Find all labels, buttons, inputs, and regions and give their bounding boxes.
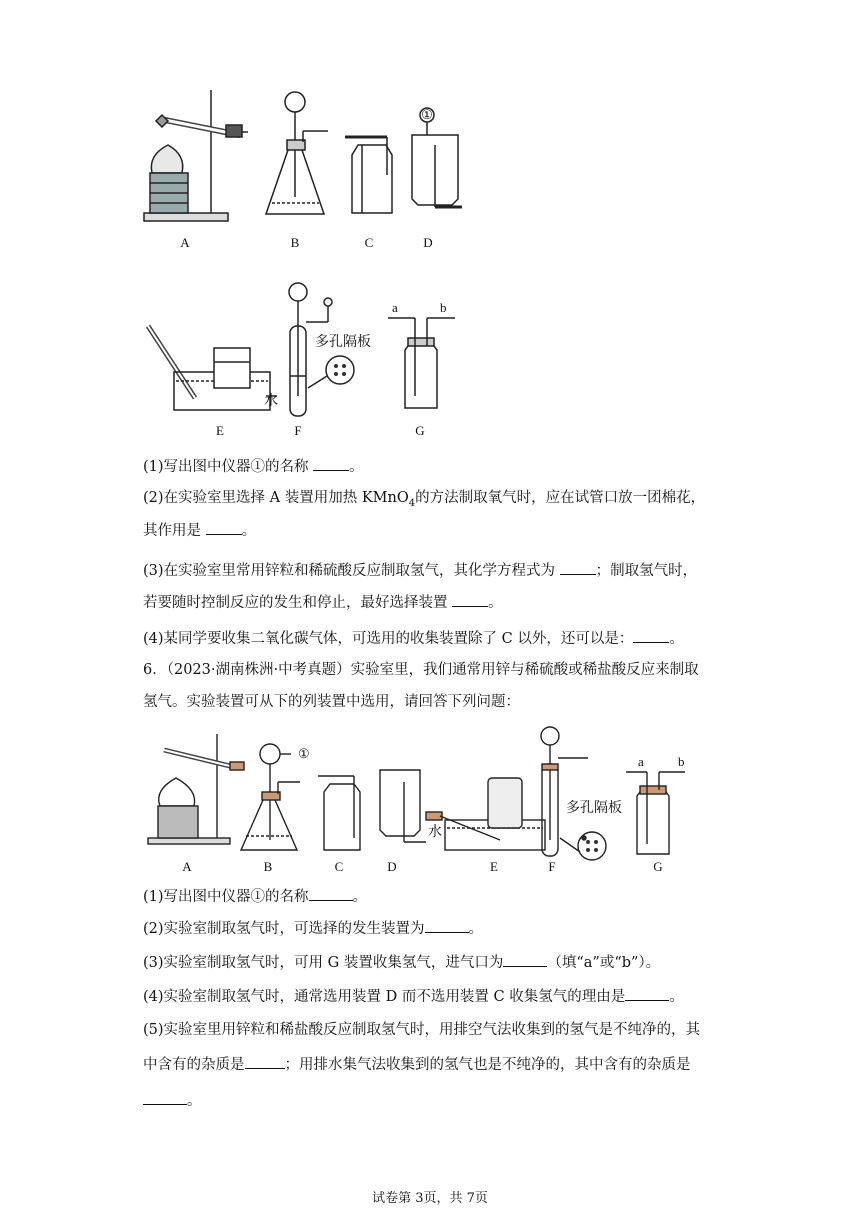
water-label: 水 — [264, 393, 278, 409]
q6-stem-line-2: 氢气。实验装置可从下的列装置中选用，请回答下列问题： — [143, 694, 520, 710]
q6-water-label: 水 — [428, 824, 442, 840]
page-footer: 试卷第 3页，共 7页 — [372, 1191, 488, 1206]
answer-blank[interactable] — [625, 986, 669, 1001]
answer-blank[interactable] — [206, 520, 242, 535]
apparatus-e-water-trough — [148, 326, 277, 410]
q6-label-e: E — [490, 859, 498, 874]
port-b-label: b — [440, 300, 447, 315]
answer-blank[interactable] — [309, 886, 353, 901]
q6-label-a: A — [182, 859, 192, 874]
q5-part-1: (1)写出图中仪器①的名称 。 — [143, 456, 364, 477]
answer-blank[interactable] — [425, 918, 469, 933]
q5-part-3-line-1: (3)在实验室里常用锌粒和稀硫酸反应制取氢气，其化学方程式为 ；制取氢气时， — [143, 560, 697, 581]
apparatus-figure-q6 — [140, 720, 700, 878]
porous-shelf-label: 多孔隔板 — [315, 334, 371, 350]
q6-apparatus-b — [241, 744, 300, 850]
q6-part-3: (3)实验室制取氢气时，可用 G 装置收集氢气，进气口为 （填“a”或“b”）。 — [143, 952, 660, 973]
q6-marker-1: ① — [298, 746, 310, 761]
q5-part-2-line-2: 其作用是 。 — [143, 520, 256, 541]
q6-part-2: (2)实验室制取氢气时，可选择的发生装置为 。 — [143, 918, 483, 939]
apparatus-b-flask — [266, 92, 328, 214]
answer-blank[interactable] — [245, 1054, 285, 1069]
q6-part-1: (1)写出图中仪器①的名称 。 — [143, 886, 367, 907]
q6-label-g: G — [653, 859, 663, 874]
q6-apparatus-a — [148, 734, 244, 844]
answer-blank[interactable] — [313, 456, 349, 471]
q6-part-5-line-2: 中含有的杂质是 ；用排水集气法收集到的氢气也是不纯净的，其中含有的杂质是 — [143, 1054, 691, 1075]
answer-blank[interactable] — [633, 628, 669, 643]
apparatus-figure-abcd — [140, 85, 470, 255]
q6-label-c: C — [334, 859, 344, 874]
label-c: C — [364, 235, 374, 250]
q6-stem-line-1: 6．（2023·湖南株洲·中考真题）实验室里，我们通常用锌与稀硫酸或稀盐酸反应来制取 — [143, 662, 699, 678]
q6-port-b-label: b — [678, 754, 685, 769]
q5-part-2-line-1: (2)在实验室里选择 A 装置用加热 KMnO$_4$的方法制取氧气时，应在试管口放一团棉花， — [143, 490, 706, 509]
q6-apparatus-d — [380, 770, 426, 842]
q5-part-4: (4)某同学要收集二氧化碳气体，可选用的收集装置除了 C 以外，还可以是： 。 — [143, 628, 684, 649]
apparatus-d-inverted-bottle — [412, 108, 462, 207]
apparatus-g-bottle — [388, 318, 455, 408]
apparatus-a-heating — [144, 90, 248, 221]
apparatus-c-bottle — [345, 137, 392, 213]
q6-apparatus-g — [626, 772, 685, 854]
label-e: E — [216, 423, 224, 438]
answer-blank[interactable] — [560, 560, 596, 575]
label-a: A — [180, 235, 190, 250]
label-f: F — [294, 423, 302, 438]
q6-label-f: F — [548, 859, 556, 874]
q6-part-5-line-3: 。 — [143, 1090, 202, 1111]
port-a-label: a — [392, 300, 398, 315]
answer-blank[interactable] — [143, 1090, 187, 1105]
answer-blank[interactable] — [503, 952, 547, 967]
q5-part-3-line-2: 若要随时控制反应的发生和停止，最好选择装置 。 — [143, 592, 503, 613]
q6-label-d: D — [387, 859, 397, 874]
label-d: D — [423, 235, 433, 250]
q6-label-b: B — [263, 859, 273, 874]
marker-1: ① — [421, 107, 433, 122]
label-g: G — [415, 423, 425, 438]
answer-blank[interactable] — [452, 592, 488, 607]
q6-port-a-label: a — [638, 754, 644, 769]
label-b: B — [290, 235, 300, 250]
apparatus-figure-efg — [140, 278, 470, 443]
q6-part-5-line-1: (5)实验室里用锌粒和稀盐酸反应制取氢气时，用排空气法收集到的氢气是不纯净的，其 — [143, 1022, 701, 1038]
q6-porous-shelf-label: 多孔隔板 — [566, 800, 622, 816]
q6-apparatus-e — [426, 778, 545, 850]
q6-apparatus-c — [318, 776, 360, 850]
q6-part-4: (4)实验室制取氢气时，通常选用装置 D 而不选用装置 C 收集氢气的理由是 。 — [143, 986, 684, 1007]
